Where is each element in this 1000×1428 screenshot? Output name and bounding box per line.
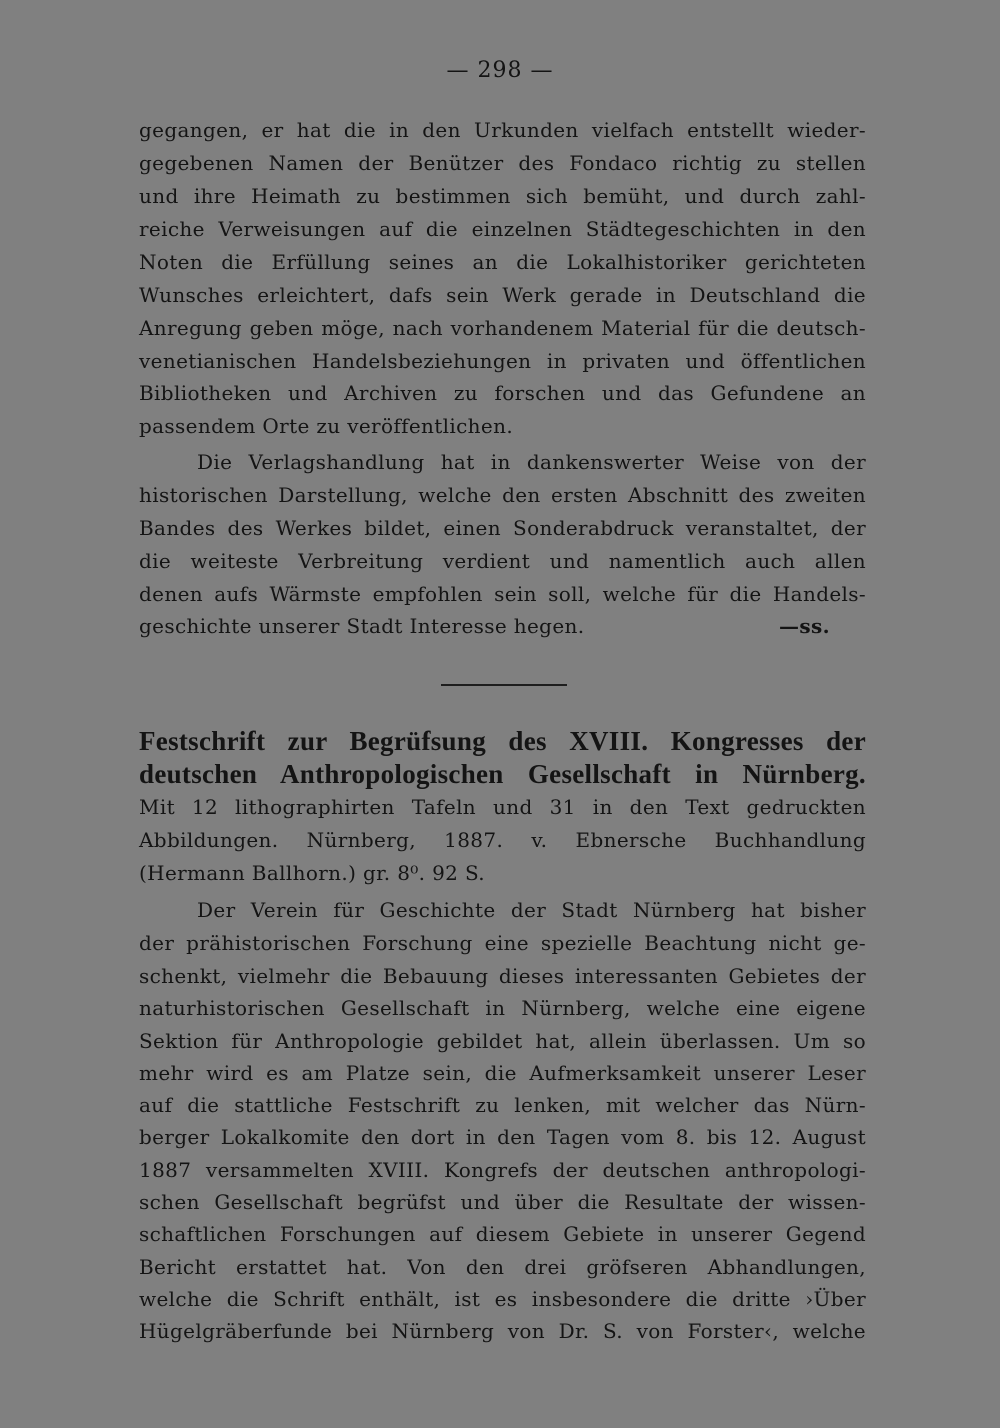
- section-divider: [441, 684, 567, 686]
- text-line: Bericht erstattet hat. Von den drei gröfseren Abhandlungen,: [139, 1255, 866, 1279]
- text-line: die weiteste Verbreitung verdient und namentlich auch allen: [139, 549, 866, 573]
- text-line: Hügelgräberfunde bei Nürnberg von Dr. S. von Forster‹, welche: [139, 1319, 866, 1343]
- text-line: denen aufs Wärmste empfohlen sein soll, welche für die Handels-: [139, 582, 866, 606]
- closing-line: [139, 610, 866, 643]
- text-line: berger Lokalkomite den dort in den Tagen vom 8. bis 12. August: [139, 1125, 866, 1149]
- text-line: Anregung geben möge, nach vorhandenem Material für die deutsch-: [139, 316, 866, 340]
- text-line: historischen Darstellung, welche den ersten Abschnitt des zweiten: [139, 483, 866, 507]
- text-line: Noten die Erfüllung seines an die Lokalhistoriker gerichteten: [139, 250, 866, 274]
- text-line: schenkt, vielmehr die Bebauung dieses interessanten Gebietes der: [139, 964, 866, 988]
- text-line: der prähistorischen Forschung eine spezielle Beachtung nicht ge-: [139, 931, 866, 955]
- bibliography-line: (Hermann Ballhorn.) gr. 8⁰. 92 S.: [139, 861, 485, 885]
- review-title-line: Festschrift zur Begrüfsung des XVIII. Kongresses der: [139, 726, 866, 756]
- text-line: schen Gesellschaft begrüfst und über die Resultate der wissen-: [139, 1190, 866, 1214]
- text-line: venetianischen Handelsbeziehungen in privaten und öffentlichen: [139, 349, 866, 373]
- text-line: gegebenen Namen der Benützer des Fondaco richtig zu stellen: [139, 151, 866, 175]
- text-line: mehr wird es am Platze sein, die Aufmerksamkeit unserer Leser: [139, 1061, 866, 1085]
- text-line: Sektion für Anthropologie gebildet hat, allein überlassen. Um so: [139, 1029, 866, 1053]
- text-line: Der Verein für Geschichte der Stadt Nürnberg hat bisher: [197, 898, 866, 922]
- text-line: passendem Orte zu veröffentlichen.: [139, 414, 514, 438]
- text-line: geschichte unserer Stadt Interesse hegen.: [139, 614, 585, 638]
- text-line: welche die Schrift enthält, ist es insbesondere die dritte ›Über: [139, 1287, 866, 1311]
- text-line: 1887 versammelten XVIII. Kongrefs der deutschen anthropologi-: [139, 1158, 866, 1182]
- text-line: Wunsches erleichtert, dafs sein Werk gerade in Deutschland die: [139, 283, 866, 307]
- text-line: schaftlichen Forschungen auf diesem Gebiete in unserer Gegend: [139, 1222, 866, 1246]
- text-line: und ihre Heimath zu bestimmen sich bemüht, und durch zahl-: [139, 184, 866, 208]
- text-line: reiche Verweisungen auf die einzelnen Städtegeschichten in den: [139, 217, 866, 241]
- review-title-line: deutschen Anthropologischen Gesellschaft in Nürnberg.: [139, 759, 866, 789]
- reviewer-signature: —ss.: [779, 614, 830, 638]
- text-line: Bibliotheken und Archiven zu forschen und das Gefundene an: [139, 381, 866, 405]
- bibliography-line: Mit 12 lithographirten Tafeln und 31 in den Text gedruckten: [139, 795, 866, 819]
- text-line: naturhistorischen Gesellschaft in Nürnberg, welche eine eigene: [139, 996, 866, 1020]
- text-line: Bandes des Werkes bildet, einen Sonderabdruck veranstaltet, der: [139, 516, 866, 540]
- text-line: gegangen, er hat die in den Urkunden vielfach entstellt wieder-: [139, 118, 866, 142]
- text-line: Die Verlagshandlung hat in dankenswerter Weise von der: [197, 450, 866, 474]
- text-line: auf die stattliche Festschrift zu lenken, mit welcher das Nürn-: [139, 1093, 866, 1117]
- page-number: — 298 —: [446, 58, 554, 83]
- bibliography-line: Abbildungen. Nürnberg, 1887. v. Ebnersche Buchhandlung: [139, 828, 866, 852]
